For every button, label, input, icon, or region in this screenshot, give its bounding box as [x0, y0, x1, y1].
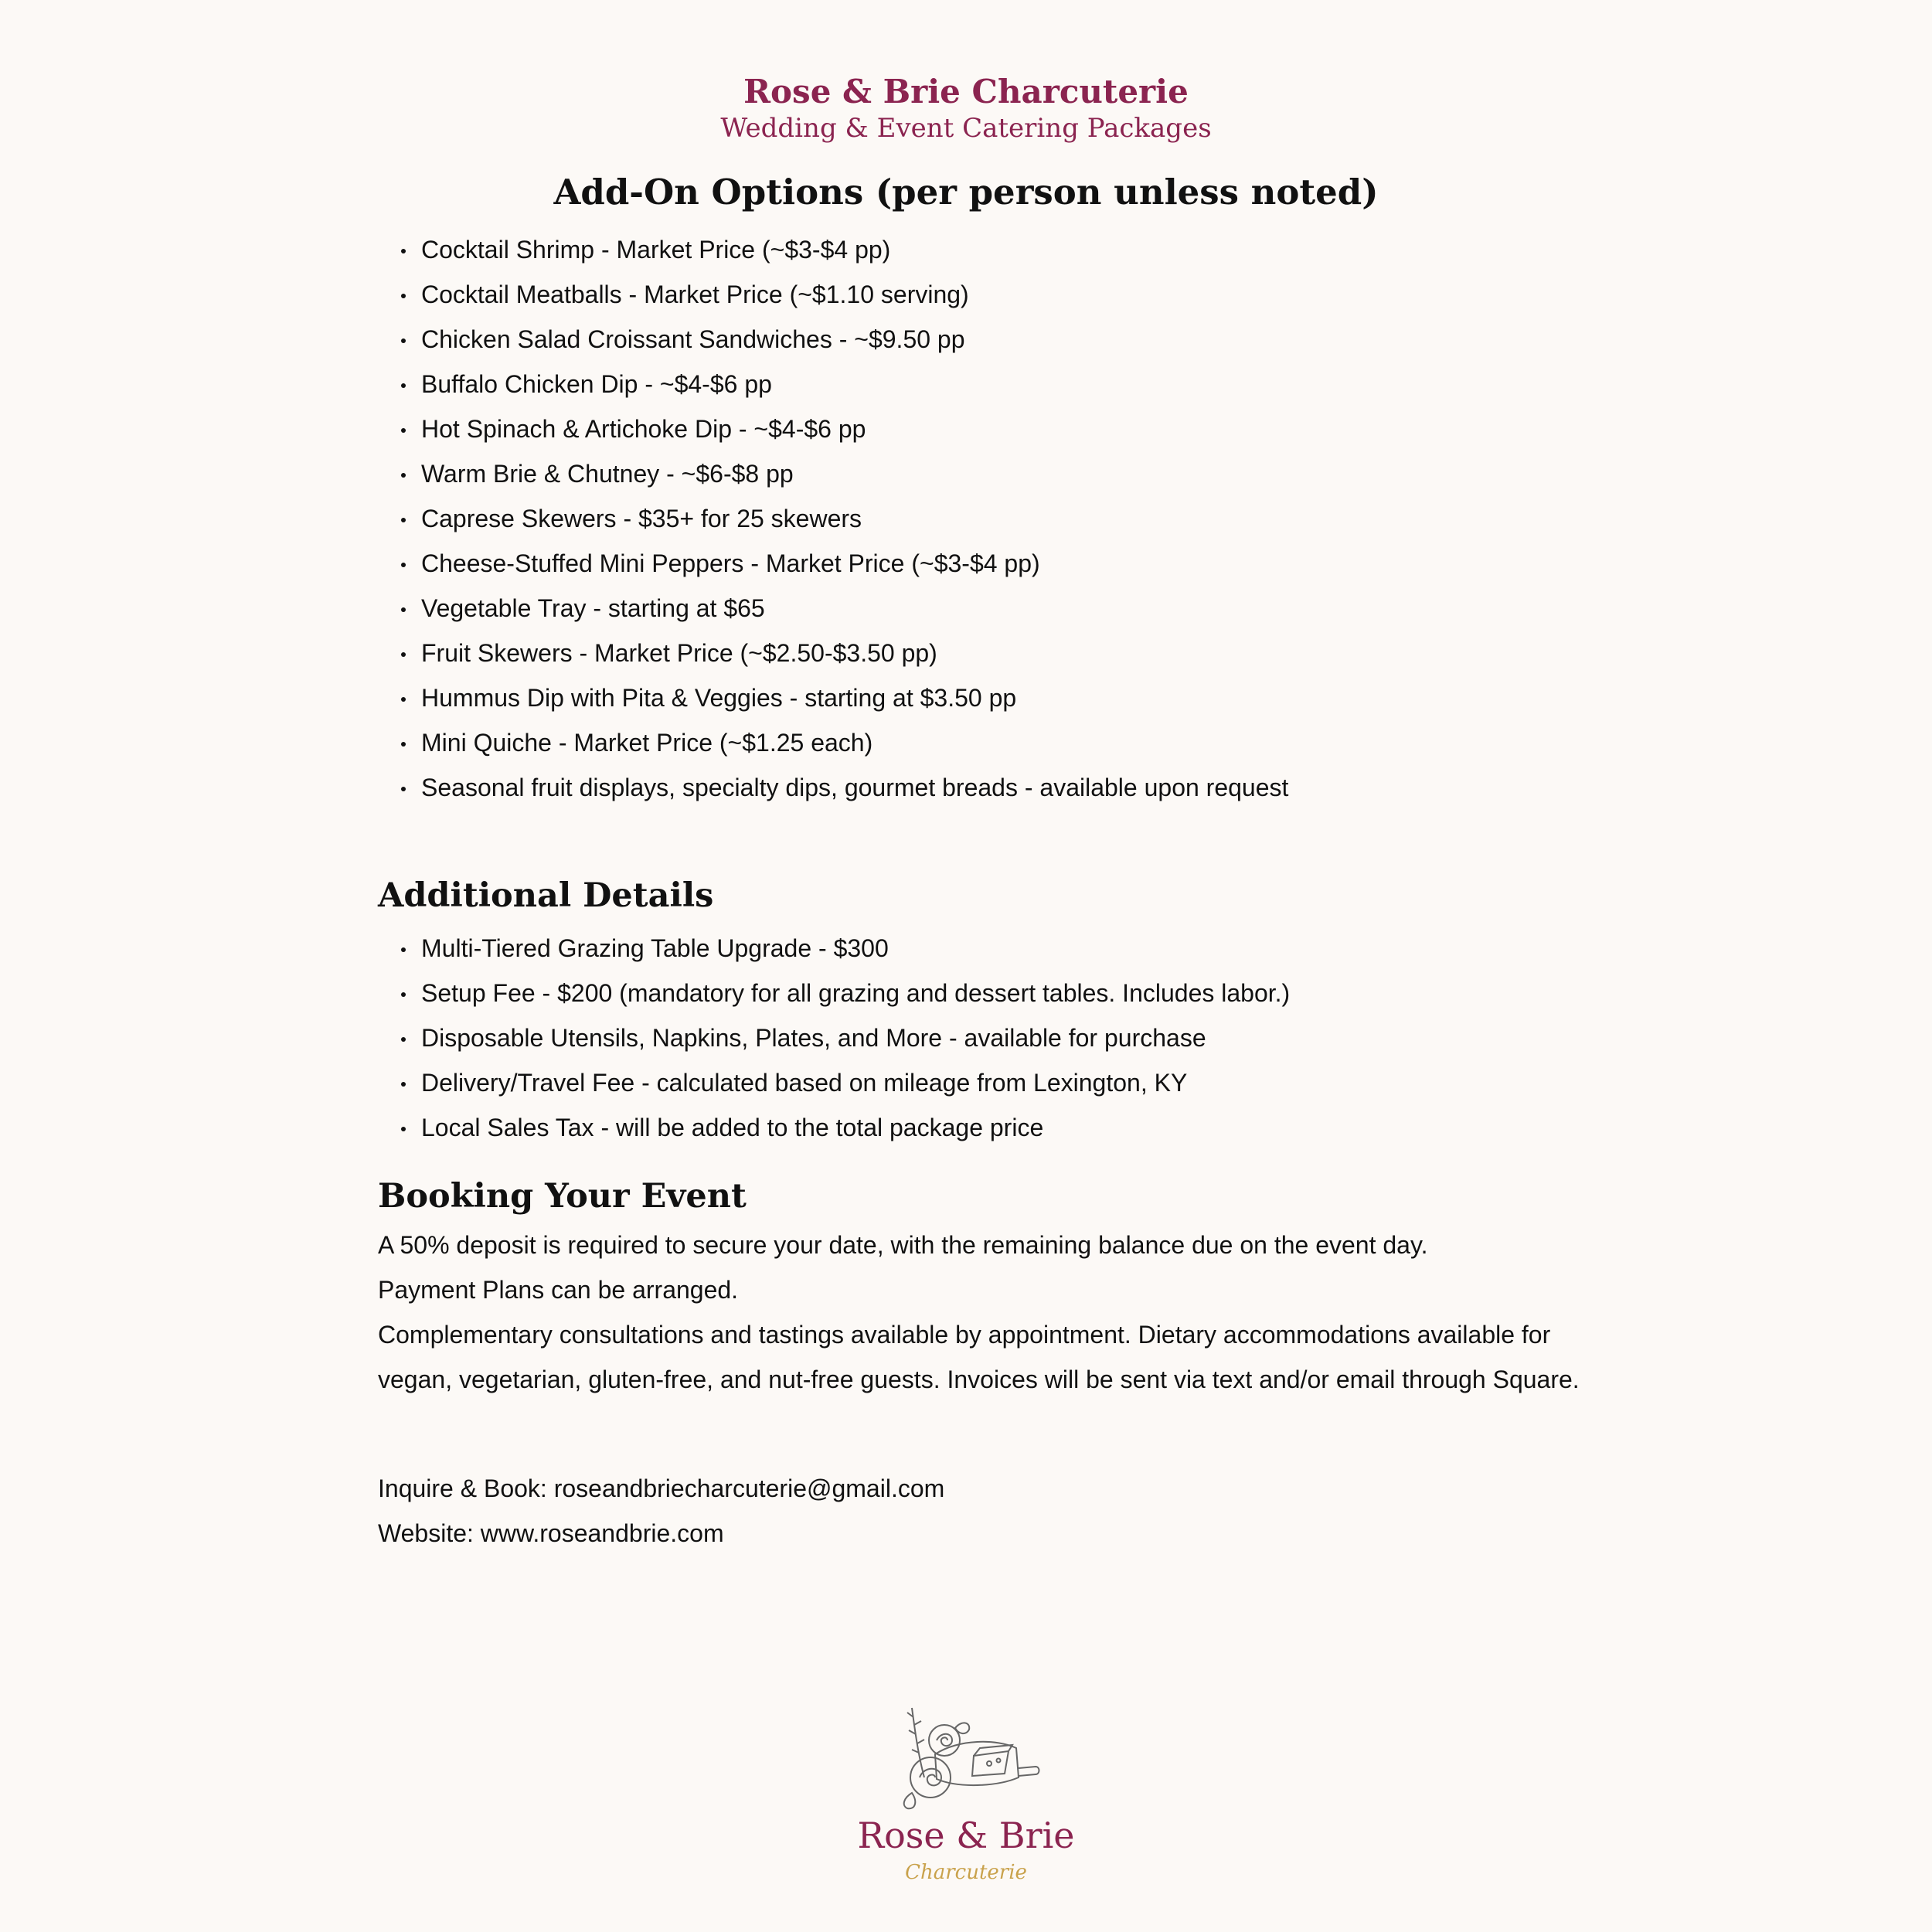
list-item: Vegetable Tray - starting at $65: [378, 586, 1288, 631]
deposit-paragraph: A 50% deposit is required to secure your date, with the remaining balance due on the event day.: [378, 1231, 1428, 1259]
addons-list: [378, 227, 1288, 810]
addons-heading: Add-On Options (per person unless noted): [553, 172, 1379, 213]
email-line[interactable]: Inquire & Book: roseandbriecharcuterie@gmail.com: [378, 1475, 945, 1502]
booking-body: [378, 1223, 1614, 1402]
brand-logo: [850, 1700, 1082, 1886]
logo-subtitle: Charcuterie: [905, 1861, 1027, 1884]
contact-block: [378, 1466, 944, 1556]
list-item: Mini Quiche - Market Price (~$1.25 each): [378, 720, 1288, 765]
booking-heading: Booking Your Event: [378, 1177, 747, 1216]
brand-subtitle: Wedding & Event Catering Packages: [720, 113, 1212, 144]
brand-title: Rose & Brie Charcuterie: [743, 73, 1189, 111]
list-item: Seasonal fruit displays, specialty dips, gourmet breads - available upon request: [378, 765, 1288, 810]
logo-name: Rose & Brie: [857, 1815, 1075, 1856]
list-item: Local Sales Tax - will be added to the total package price: [378, 1105, 1290, 1150]
consultations-paragraph: Complementary consultations and tastings available by appointment. Dietary accommodations available for vegan, vegetarian, gluten-free, and nut-free guests. Invoices will be sent via text and/or email through Square.: [378, 1321, 1580, 1393]
list-item: Cheese-Stuffed Mini Peppers - Market Price (~$3-$4 pp): [378, 541, 1288, 586]
list-item: Chicken Salad Croissant Sandwiches - ~$9.50 pp: [378, 317, 1288, 362]
list-item: Warm Brie & Chutney - ~$6-$8 pp: [378, 451, 1288, 496]
list-item: Multi-Tiered Grazing Table Upgrade - $300: [378, 926, 1290, 971]
list-item: Hot Spinach & Artichoke Dip - ~$4-$6 pp: [378, 406, 1288, 451]
list-item: Delivery/Travel Fee - calculated based on mileage from Lexington, KY: [378, 1060, 1290, 1105]
details-heading: Additional Details: [378, 876, 714, 915]
list-item: Cocktail Meatballs - Market Price (~$1.10 serving): [378, 272, 1288, 317]
charcuterie-board-icon: [881, 1700, 1051, 1824]
list-item: Disposable Utensils, Napkins, Plates, and More - available for purchase: [378, 1015, 1290, 1060]
list-item: Hummus Dip with Pita & Veggies - starting at $3.50 pp: [378, 675, 1288, 720]
website-line[interactable]: Website: www.roseandbrie.com: [378, 1519, 724, 1547]
details-list: [378, 926, 1290, 1150]
list-item: Buffalo Chicken Dip - ~$4-$6 pp: [378, 362, 1288, 406]
list-item: Cocktail Shrimp - Market Price (~$3-$4 pp): [378, 227, 1288, 272]
payment-plans-paragraph: Payment Plans can be arranged.: [378, 1276, 739, 1304]
list-item: Fruit Skewers - Market Price (~$2.50-$3.50 pp): [378, 631, 1288, 675]
list-item: Caprese Skewers - $35+ for 25 skewers: [378, 496, 1288, 541]
list-item: Setup Fee - $200 (mandatory for all grazing and dessert tables. Includes labor.): [378, 971, 1290, 1015]
